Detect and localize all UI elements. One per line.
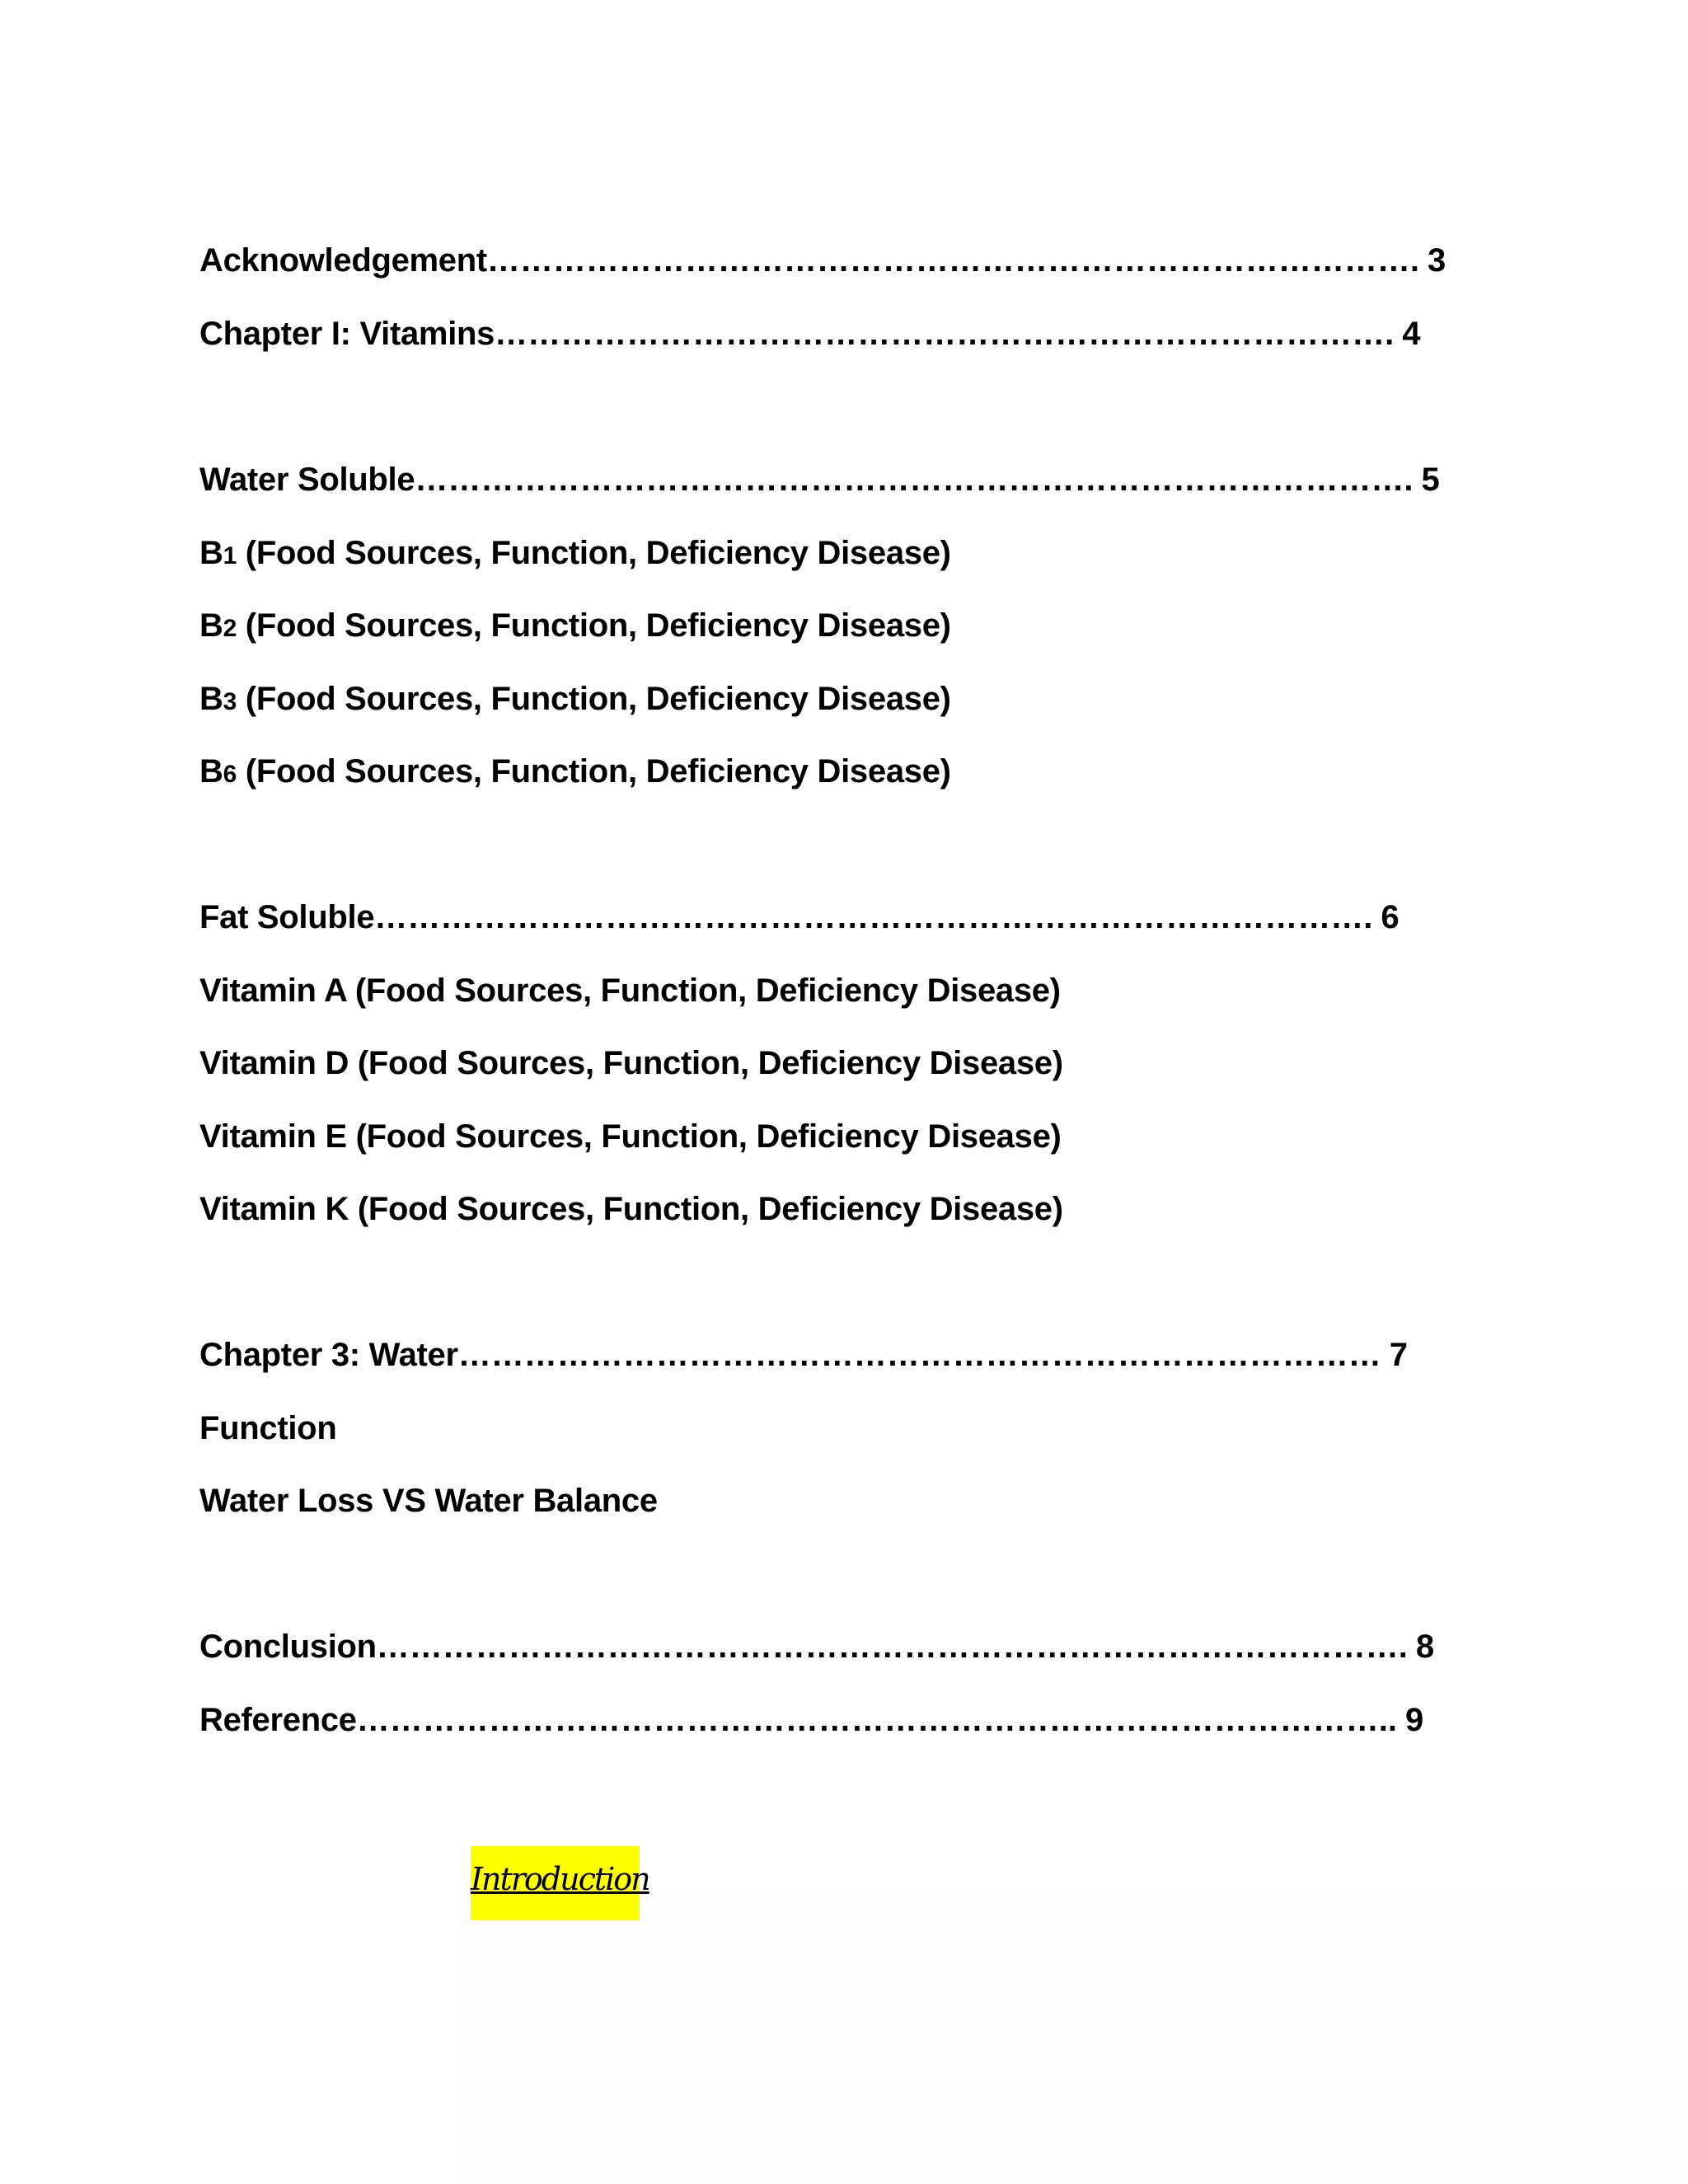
toc-leader-dots: …………………………………………………………………………. xyxy=(486,242,1420,279)
introduction-label: Introduction xyxy=(471,1861,649,1897)
vitamin-number: 6 xyxy=(223,761,237,788)
toc-item-b3 xyxy=(199,674,951,724)
vitamin-number: 2 xyxy=(223,615,237,642)
vitamin-details: (Food Sources, Function, Deficiency Disease) xyxy=(236,681,951,717)
toc-entry-label: Conclusion xyxy=(199,1629,377,1665)
toc-page-number: 6 xyxy=(1381,899,1400,935)
vitamin-name: B xyxy=(199,535,223,571)
toc-page-number: 4 xyxy=(1402,316,1421,352)
toc-item-b2 xyxy=(199,601,951,650)
toc-entry-label: Chapter 3: Water xyxy=(199,1337,458,1373)
toc-item-vitamin-d: Vitamin D (Food Sources, Function, Deficiency Disease) xyxy=(199,1045,1063,1081)
toc-page-number: 8 xyxy=(1415,1629,1434,1665)
toc-entry-water-soluble xyxy=(199,455,1439,504)
toc-item-water-loss: Water Loss VS Water Balance xyxy=(199,1483,658,1519)
toc-page-number: 5 xyxy=(1421,462,1440,498)
toc-leader-dots: ………………………………………………………………………………. xyxy=(374,899,1373,935)
vitamin-name: B xyxy=(199,753,223,790)
toc-page-number: 3 xyxy=(1428,242,1446,279)
toc-entry-conclusion xyxy=(199,1622,1434,1671)
vitamin-number: 1 xyxy=(223,542,237,569)
toc-item-vitamin-k: Vitamin K (Food Sources, Function, Deficiency Disease) xyxy=(199,1191,1063,1227)
vitamin-number: 3 xyxy=(223,688,237,715)
vitamin-name: B xyxy=(199,607,223,644)
toc-entry-chapter-3 xyxy=(199,1330,1408,1380)
toc-entry-label: Reference xyxy=(199,1702,357,1738)
vitamin-name: B xyxy=(199,681,223,717)
toc-entry-fat-soluble xyxy=(199,893,1399,942)
toc-entry-acknowledgement xyxy=(199,236,1446,285)
vitamin-details: (Food Sources, Function, Deficiency Disease) xyxy=(236,753,951,790)
toc-leader-dots: ………………………………………………………………………. xyxy=(495,316,1395,352)
toc-leader-dots: …………………………………………………………………………………. xyxy=(376,1629,1408,1665)
toc-entry-label: Chapter I: Vitamins xyxy=(199,316,495,352)
page-shade xyxy=(462,1896,1688,2184)
toc-leader-dots: ………………………………………………………………………………. xyxy=(415,462,1414,498)
toc-entry-label: Water Soluble xyxy=(199,462,415,498)
toc-entry-reference xyxy=(199,1695,1423,1745)
toc-item-b6 xyxy=(199,747,951,796)
toc-item-vitamin-e: Vitamin E (Food Sources, Function, Deficiency Disease) xyxy=(199,1118,1062,1155)
vitamin-details: (Food Sources, Function, Deficiency Disease) xyxy=(236,535,951,571)
toc-item-function: Function xyxy=(199,1410,337,1446)
toc-leader-dots: ………………………………………………………………………… xyxy=(457,1337,1381,1373)
toc-leader-dots: ………………………………………………………………………………….. xyxy=(356,1702,1397,1738)
toc-entry-label: Acknowledgement xyxy=(199,242,487,279)
toc-entry-label: Fat Soluble xyxy=(199,899,375,935)
toc-entry-chapter-1 xyxy=(199,309,1420,359)
toc-page-number: 9 xyxy=(1404,1702,1423,1738)
toc-page-number: 7 xyxy=(1389,1337,1408,1373)
toc-item-vitamin-a: Vitamin A (Food Sources, Function, Deficiency Disease) xyxy=(199,972,1061,1009)
introduction-heading xyxy=(471,1846,649,1920)
toc-item-b1 xyxy=(199,528,951,578)
vitamin-details: (Food Sources, Function, Deficiency Disease) xyxy=(236,607,951,644)
